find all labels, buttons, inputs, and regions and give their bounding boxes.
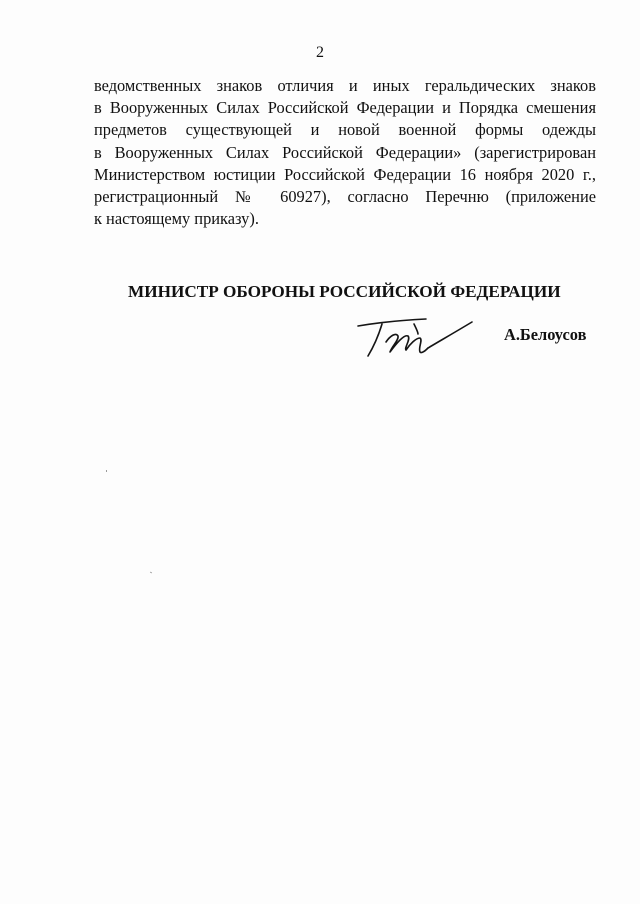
scan-speck [150,572,152,574]
page-number: 2 [316,44,324,61]
signatory-title: МИНИСТР ОБОРОНЫ РОССИЙСКОЙ ФЕДЕРАЦИИ [128,282,561,301]
body-line-2: в Вооруженных Силах Российской Федерации и Порядка смешения [94,98,596,118]
body-line-6: регистрационный № 60927), согласно Перечню (приложение [94,186,596,206]
scan-speck [106,470,107,472]
body-line-7: к настоящему приказу). [94,209,259,229]
body-line-4: в Вооруженных Силах Российской Федерации» (зарегистрирован [94,142,596,162]
handwritten-signature [352,312,476,362]
signatory-name: А.Белоусов [504,325,587,344]
body-line-5: Министерством юстиции Российской Федерации 16 ноября 2020 г., [94,164,596,184]
body-line-1: ведомственных знаков отличия и иных геральдических знаков [94,76,596,95]
body-line-3: предметов существующей и новой военной формы одежды [94,120,596,140]
body-paragraph [94,75,596,230]
